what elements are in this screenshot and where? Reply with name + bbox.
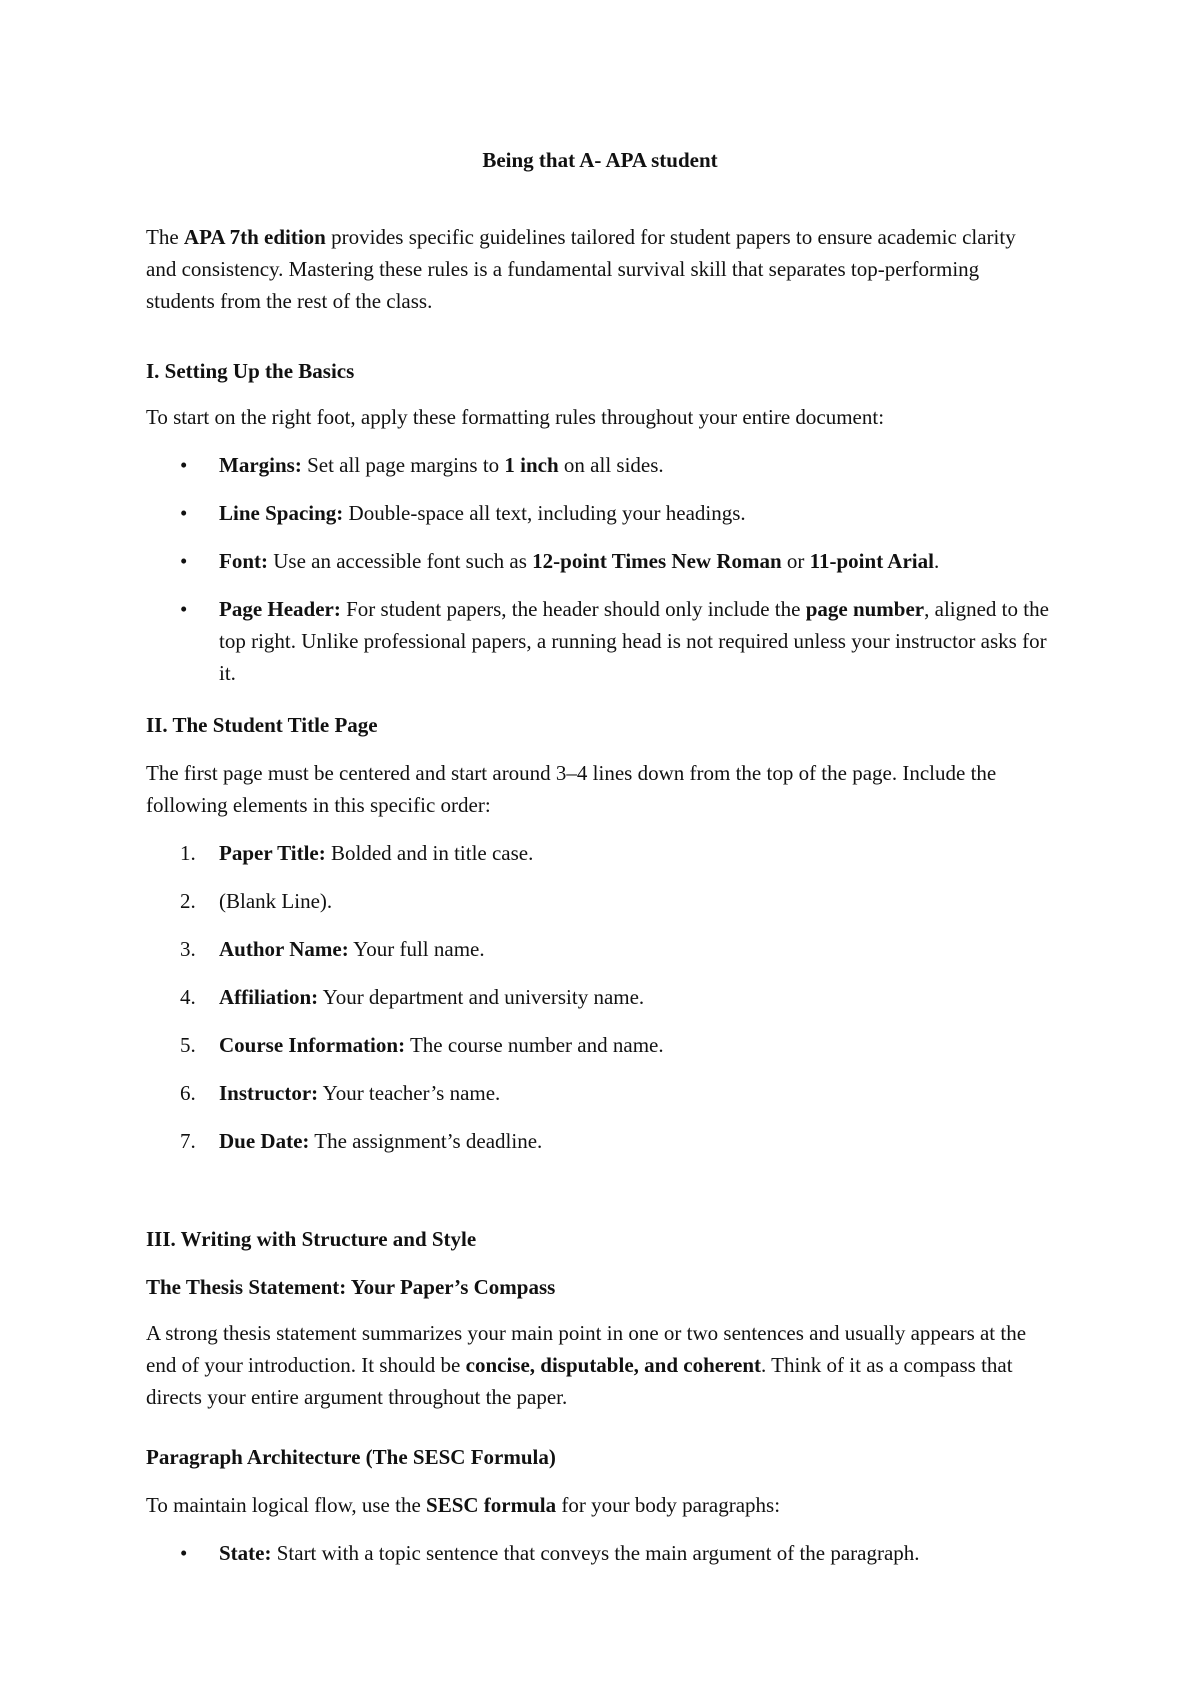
list-number: 7. [180,1129,196,1153]
bullet-icon: • [180,1541,188,1565]
list-item: Instructor: Your teacher’s name. [219,1081,501,1105]
section-basics-lead: To start on the right foot, apply these formatting rules throughout your entire document: [146,405,885,429]
list-number: 2. [180,889,196,913]
list-item: Due Date: The assignment’s deadline. [219,1129,543,1153]
thesis-paragraph: A strong thesis statement summarizes your main point in one or two sentences and usually appears at the end of your introduction. It should be concise, disputable, and coherent. Think of it as a compass that directs your entire argument throughout the paper. [146,1321,1027,1409]
document-title: Being that A- APA student [482,148,718,172]
list-item: Author Name: Your full name. [219,937,485,961]
section-heading-structure: III. Writing with Structure and Style [146,1227,477,1251]
bullet-icon: • [180,597,188,621]
list-number: 3. [180,937,196,961]
list-number: 1. [180,841,196,865]
bullet-icon: • [180,453,188,477]
intro-paragraph: The APA 7th edition provides specific guidelines tailored for student papers to ensure academic clarity and consistency. Mastering these rules is a fundamental survival skill that separates top-performing students from the rest of the class. [146,225,1016,313]
bullet-font: Font: Use an accessible font such as 12-point Times New Roman or 11-point Arial. [219,549,940,573]
bullet-icon: • [180,501,188,525]
subheading-thesis: The Thesis Statement: Your Paper’s Compass [146,1275,556,1299]
list-item: Paper Title: Bolded and in title case. [219,841,534,865]
list-item: Course Information: The course number and name. [219,1033,664,1057]
bullet-line-spacing: Line Spacing: Double-space all text, including your headings. [219,501,746,525]
bullet-page-header: Page Header: For student papers, the header should only include the page number, aligned to the top right. Unlike professional papers, a running head is not required unless your instructor asks for it. [219,597,1049,685]
list-item: Affiliation: Your department and university name. [219,985,645,1009]
sesc-lead: To maintain logical flow, use the SESC formula for your body paragraphs: [146,1493,781,1517]
section-heading-title-page: II. The Student Title Page [146,713,378,737]
list-number: 6. [180,1081,196,1105]
section-title-page-lead: The first page must be centered and start around 3–4 lines down from the top of the page. Include the following elements in this specific order: [146,761,997,817]
section-heading-basics: I. Setting Up the Basics [146,359,355,383]
list-item: (Blank Line). [219,889,333,913]
bullet-icon: • [180,549,188,573]
bullet-state: State: Start with a topic sentence that conveys the main argument of the paragraph. [219,1541,920,1565]
bullet-margins: Margins: Set all page margins to 1 inch on all sides. [219,453,664,477]
list-number: 5. [180,1033,196,1057]
subheading-paragraph-architecture: Paragraph Architecture (The SESC Formula) [146,1445,556,1469]
list-number: 4. [180,985,196,1009]
